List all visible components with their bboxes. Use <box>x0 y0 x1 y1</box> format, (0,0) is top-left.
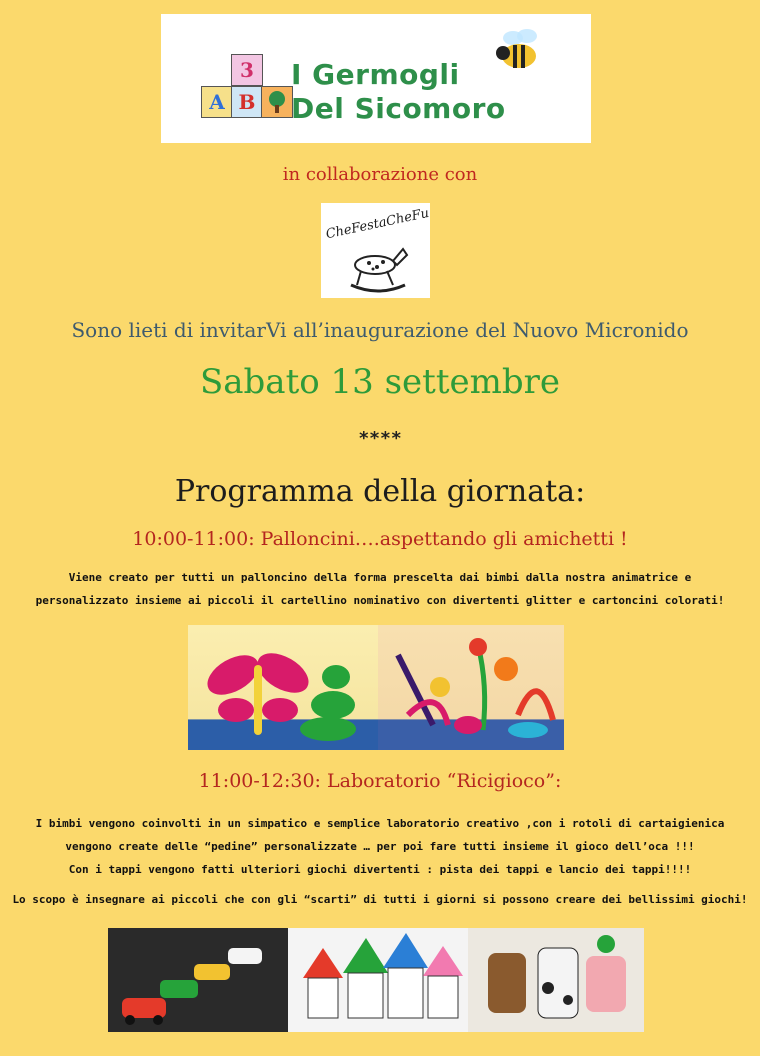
section1-title: 10:00-11:00: Palloncini….aspettando gli amichetti ! <box>132 528 628 550</box>
block-3: 3 <box>231 54 263 86</box>
section1-line: Viene creato per tutti un palloncino della forma prescelta dai bimbi dalla nostra animatrice e <box>68 571 692 584</box>
section2-line: I bimbi vengono coinvolti in un simpatico e semplice laboratorio creativo ,con i rotoli di cartaigienica <box>35 817 725 830</box>
separator: **** <box>358 428 402 449</box>
event-date: Sabato 13 settembre <box>199 362 560 402</box>
section2-line: Con i tappi vengono fatti ulteriori giochi divertenti : pista dei tappi e lancio dei tappi!!!! <box>68 863 692 876</box>
partner-logo <box>321 203 430 298</box>
block-b: B <box>231 86 263 118</box>
section2-title: 11:00-12:30: Laboratorio “Ricigioco”: <box>198 770 562 792</box>
block-a: A <box>201 86 233 118</box>
section2-line: vengono create delle “pedine” personalizzate … per poi fare tutti insieme il gioco dell’oca !!! <box>65 840 695 853</box>
logo-title-line1: I Germogli <box>291 58 460 91</box>
section1-line: personalizzato insieme ai piccoli il cartellino nominativo con divertenti glitter e cartoncini colorati! <box>35 594 725 607</box>
logo-card <box>161 14 591 143</box>
logo-title-line2: Del Sicomoro <box>291 92 506 125</box>
invite-text: Sono lieti di invitarVi all’inaugurazione del Nuovo Micronido <box>71 318 689 342</box>
tree-block <box>261 86 293 118</box>
bee-icon <box>491 26 546 76</box>
abc-blocks-icon <box>201 54 291 129</box>
program-title: Programma della giornata: <box>174 474 586 509</box>
toilet-roll-animals-photo <box>468 928 644 1032</box>
section2-description <box>0 812 760 881</box>
balloon-flowers-photo <box>378 625 564 750</box>
toilet-roll-cars-photo <box>108 928 288 1032</box>
partner-logo-text: CheFestaCheFu <box>324 205 431 243</box>
toilet-roll-houses-photo <box>288 928 468 1032</box>
collaboration-text: in collaborazione con <box>282 164 478 185</box>
rocking-horse-icon <box>343 241 413 293</box>
section2-goal: Lo scopo è insegnare ai piccoli che con gli “scarti” di tutti i giorni si possono creare dei bellissimi giochi! <box>12 893 748 906</box>
section1-description <box>0 566 760 612</box>
balloon-butterfly-photo <box>188 625 378 750</box>
